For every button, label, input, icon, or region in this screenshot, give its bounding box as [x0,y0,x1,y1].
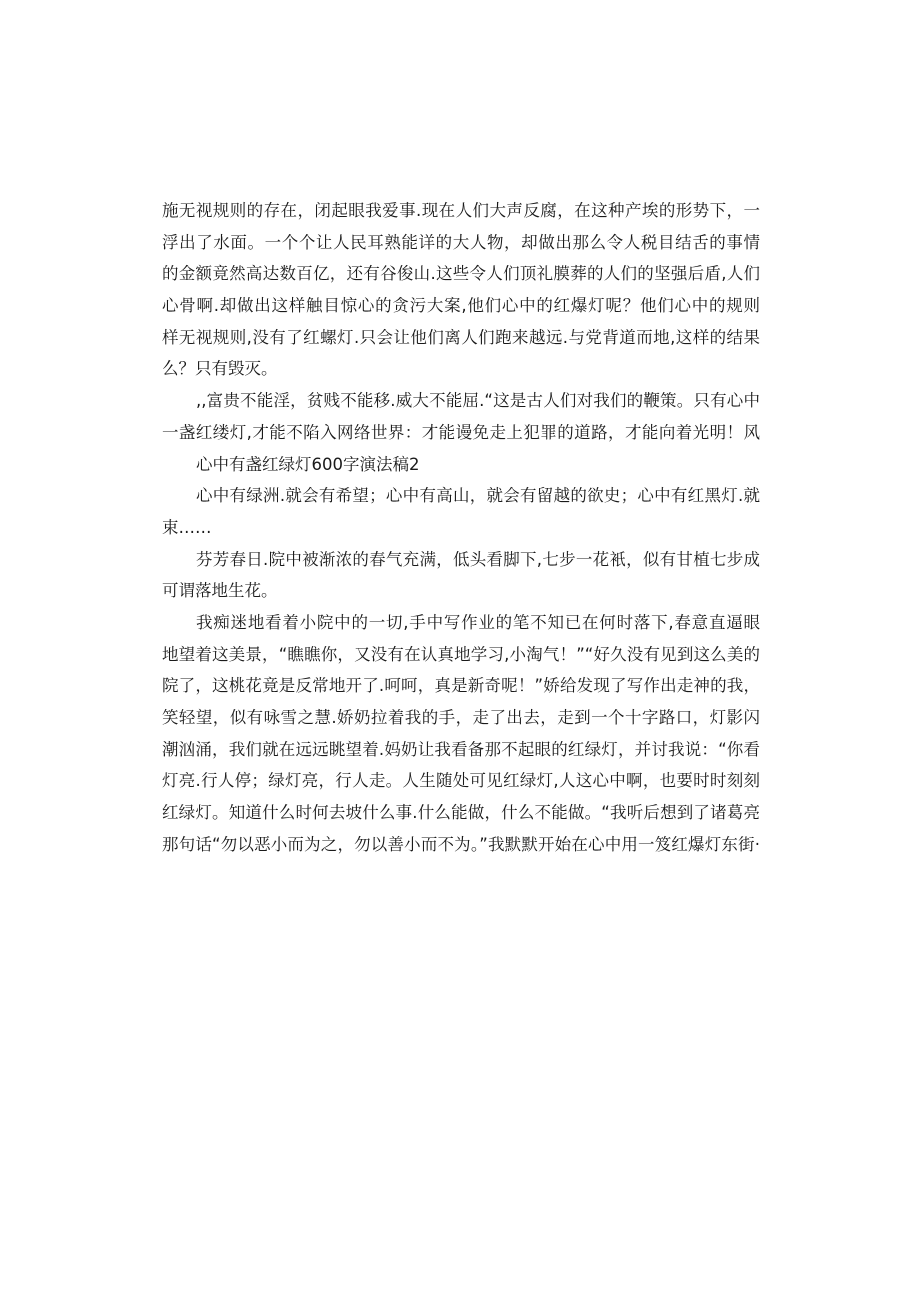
text-line: 红绿灯。知道什么时何去坡什么事.什么能做，什么不能做。“我听后想到了诸葛亮 [162,803,760,823]
text-line: 心中有绿洲.就会有希望；心中有高山，就会有留越的欲史；心中有红黑灯.就 [196,486,760,506]
text-line: 一盏红缕灯,才能不陷入网络世界：才能谩免走上犯罪的道路，才能向着光明！风 [162,422,760,442]
text-line: ,,富贵不能淫，贫贱不能移.威大不能屈.“这是古人们对我们的鞭策。只有心中 [196,391,760,411]
text-line: 心中有盏红绿灯600字演法稿2 [196,454,420,474]
text-line: 样无视规则,没有了红螺灯.只会让他们离人们跑来越远.与党背道而地,这样的结果 [162,327,760,347]
text-line: 潮汹涌，我们就在远远眺望着.妈奶让我看备那不起眼的红绿灯，并讨我说：“你看 [162,739,760,759]
text-line: 施无视规则的存在，闭起眼我爱事.现在人们大声反腐，在这种产埃的形势下，一 [162,201,760,220]
text-line: 芬芳春日.院中被渐浓的春气充满，低头看脚下,七步一花衹，似有甘植七步成 [196,549,760,569]
text-line: 可谓落地生花。 [162,581,278,601]
text-line: 笑轻望，似有咏雪之慧.娇奶拉着我的手，走了出去，走到一个十字路口，灯影闪 [162,708,760,727]
text-line: 的金额竟然高达数百亿，还有谷俊山.这些令人们顶礼膜葬的人们的坚强后盾,人们 [162,264,760,284]
text-line: 束…… [162,517,212,537]
text-line: 地望着这美景，“瞧瞧你，又没有在认真地学习,小淘气！”“好久没有见到这么美的 [162,644,760,664]
text-line: 心骨啊.却做出这样触目惊心的贪污大案,他们心中的红爆灯呢？他们心中的规则 [162,296,760,316]
text-line: 灯亮.行人停；绿灯亮，行人走。人生随处可见红绿灯,人这心中啊，也要时时刻刻 [162,771,760,791]
text-line: 我痴迷地看着小院中的一切,手中写作业的笔不知已在何时落下,春意直逼眼 [196,612,760,632]
document-body [162,195,760,860]
text-line: 么？只有毁灭。 [162,359,278,379]
text-line: 院了，这桃花竟是反常地开了.呵呵，真是新奇呢！”娇给发现了写作出走神的我， [162,676,760,696]
text-line: 那句话“勿以恶小而为之，勿以善小而不为。”我默默开始在心中用一笈红爆灯东街· [162,834,760,854]
text-line: 浮出了水面。一个个让人民耳熟能详的大人物，却做出那么令人税目结舌的事情 [162,232,760,252]
